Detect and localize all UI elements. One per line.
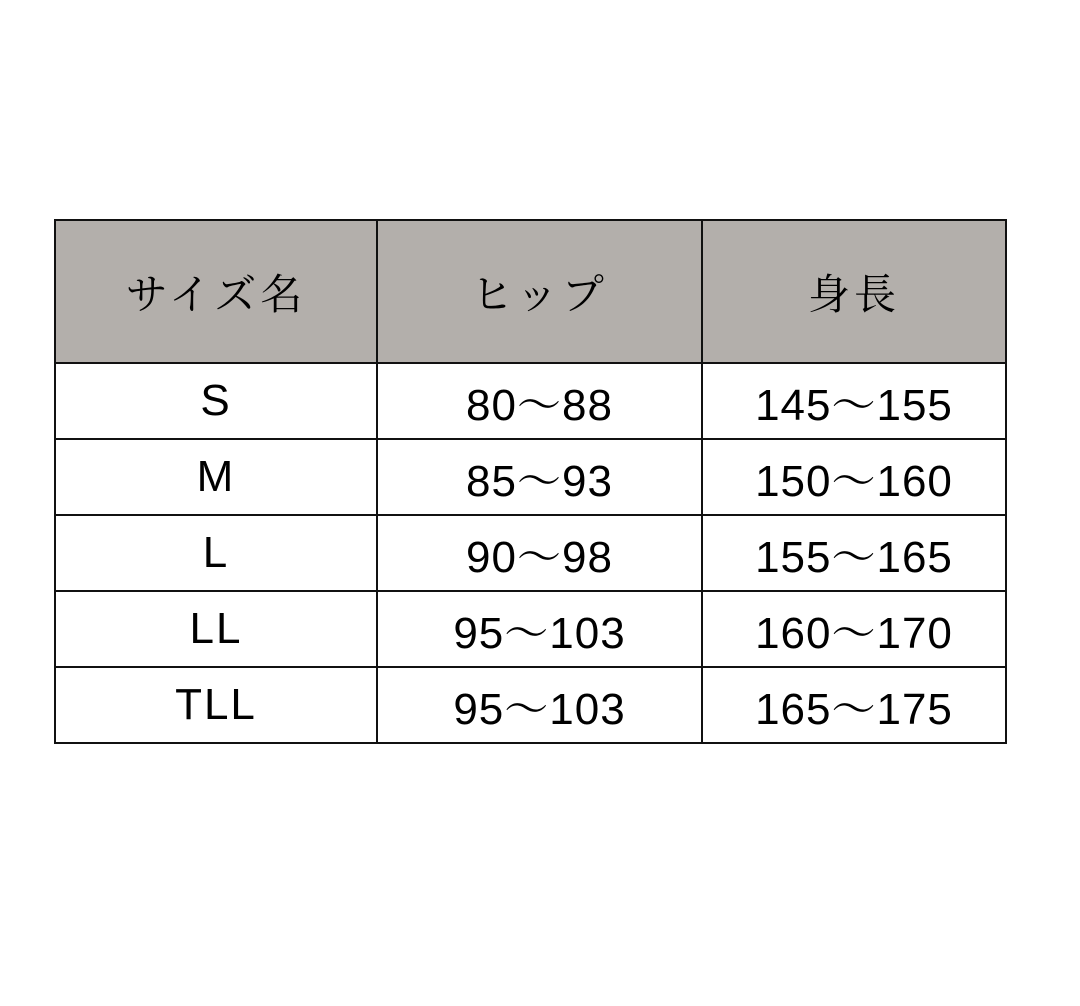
cell-size: TLL [55,667,377,743]
table-body [55,363,1006,743]
cell-height: 155〜165 [702,515,1006,591]
cell-hip: 80〜88 [377,363,702,439]
cell-hip: 85〜93 [377,439,702,515]
cell-height: 160〜170 [702,591,1006,667]
size-chart-container [54,219,1005,744]
cell-size: M [55,439,377,515]
cell-hip: 90〜98 [377,515,702,591]
cell-size: S [55,363,377,439]
column-header-height: 身長 [702,220,1006,363]
size-chart-table [54,219,1007,744]
cell-hip: 95〜103 [377,667,702,743]
cell-size: LL [55,591,377,667]
cell-height: 150〜160 [702,439,1006,515]
table-row [55,591,1006,667]
table-row [55,363,1006,439]
table-header-row [55,220,1006,363]
table-row [55,667,1006,743]
column-header-size: サイズ名 [55,220,377,363]
cell-height: 145〜155 [702,363,1006,439]
cell-size: L [55,515,377,591]
table-header [55,220,1006,363]
table-row [55,439,1006,515]
column-header-hip: ヒップ [377,220,702,363]
table-row [55,515,1006,591]
cell-height: 165〜175 [702,667,1006,743]
cell-hip: 95〜103 [377,591,702,667]
